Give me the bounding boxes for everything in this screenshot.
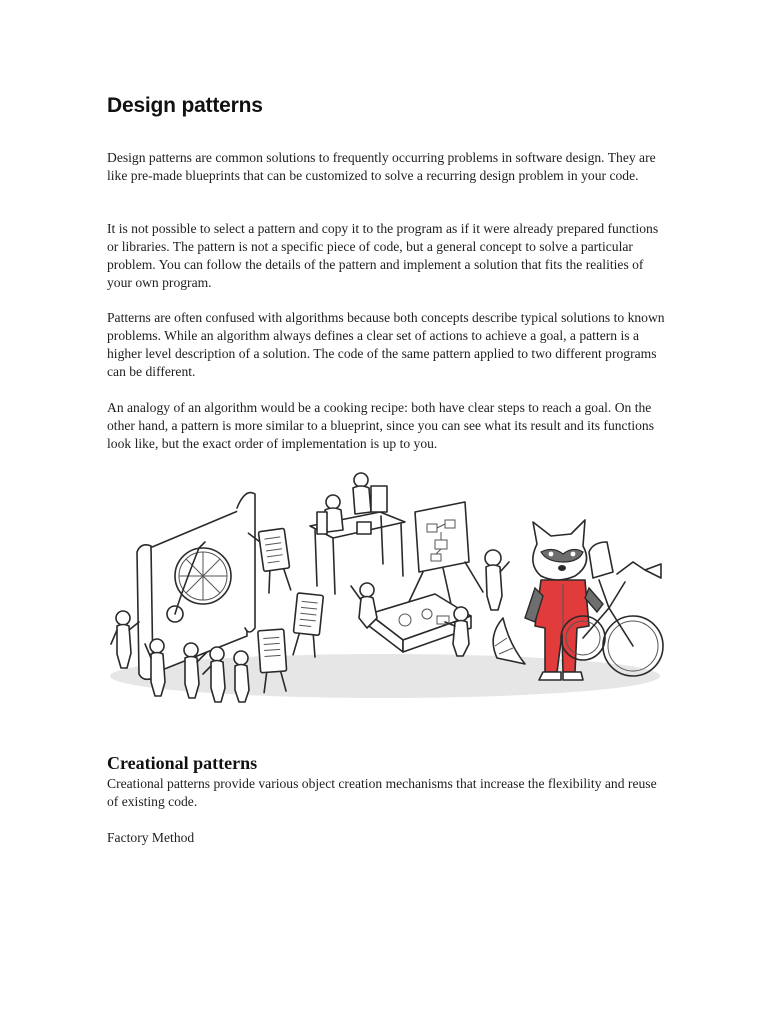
paragraph-creational-intro: Creational patterns provide various object creation mechanisms that increase the flexibility and reuse of existing code.	[107, 776, 657, 809]
page-title: Design patterns	[107, 94, 263, 117]
section-heading-creational: Creational patterns	[107, 753, 258, 773]
team-assembling-box-icon	[351, 583, 471, 656]
thinking-person-icon	[485, 550, 509, 610]
list-item-factory-method: Factory Method	[107, 830, 195, 845]
flipchart-easel-icon	[407, 502, 483, 606]
paragraph-analogy: An analogy of an algorithm would be a cooking recipe: both have clear steps to reach a goal. On the other hand, a pattern is more similar to a blueprint, since you can see what its result and its functions look like, but the exact order of implementation is up to you.	[107, 400, 655, 451]
raccoon-mascot-icon	[493, 520, 603, 680]
workers-at-desk-icon	[310, 473, 405, 594]
paragraph-vs-algorithms: Patterns are often confused with algorithms because both concepts describe typical solutions to known problems. While an algorithm always defines a clear set of actions to achieve a goal, a pattern is a higher level description of a solution. The code of the same pattern applied to two different programs can be different.	[107, 310, 665, 379]
paragraph-not-code: It is not possible to select a pattern and copy it to the program as if it were already prepared functions or libraries. The pattern is not a specific piece of code, but a general concept to solve a particular problem. You can follow the details of the pattern and implement a solution that fits the realities of your own program.	[107, 221, 659, 290]
paragraph-intro: Design patterns are common solutions to frequently occurring problems in software design. They are like pre-made blueprints that can be customized to solve a recurring design problem in your code.	[107, 150, 656, 183]
design-patterns-illustration	[105, 468, 665, 708]
